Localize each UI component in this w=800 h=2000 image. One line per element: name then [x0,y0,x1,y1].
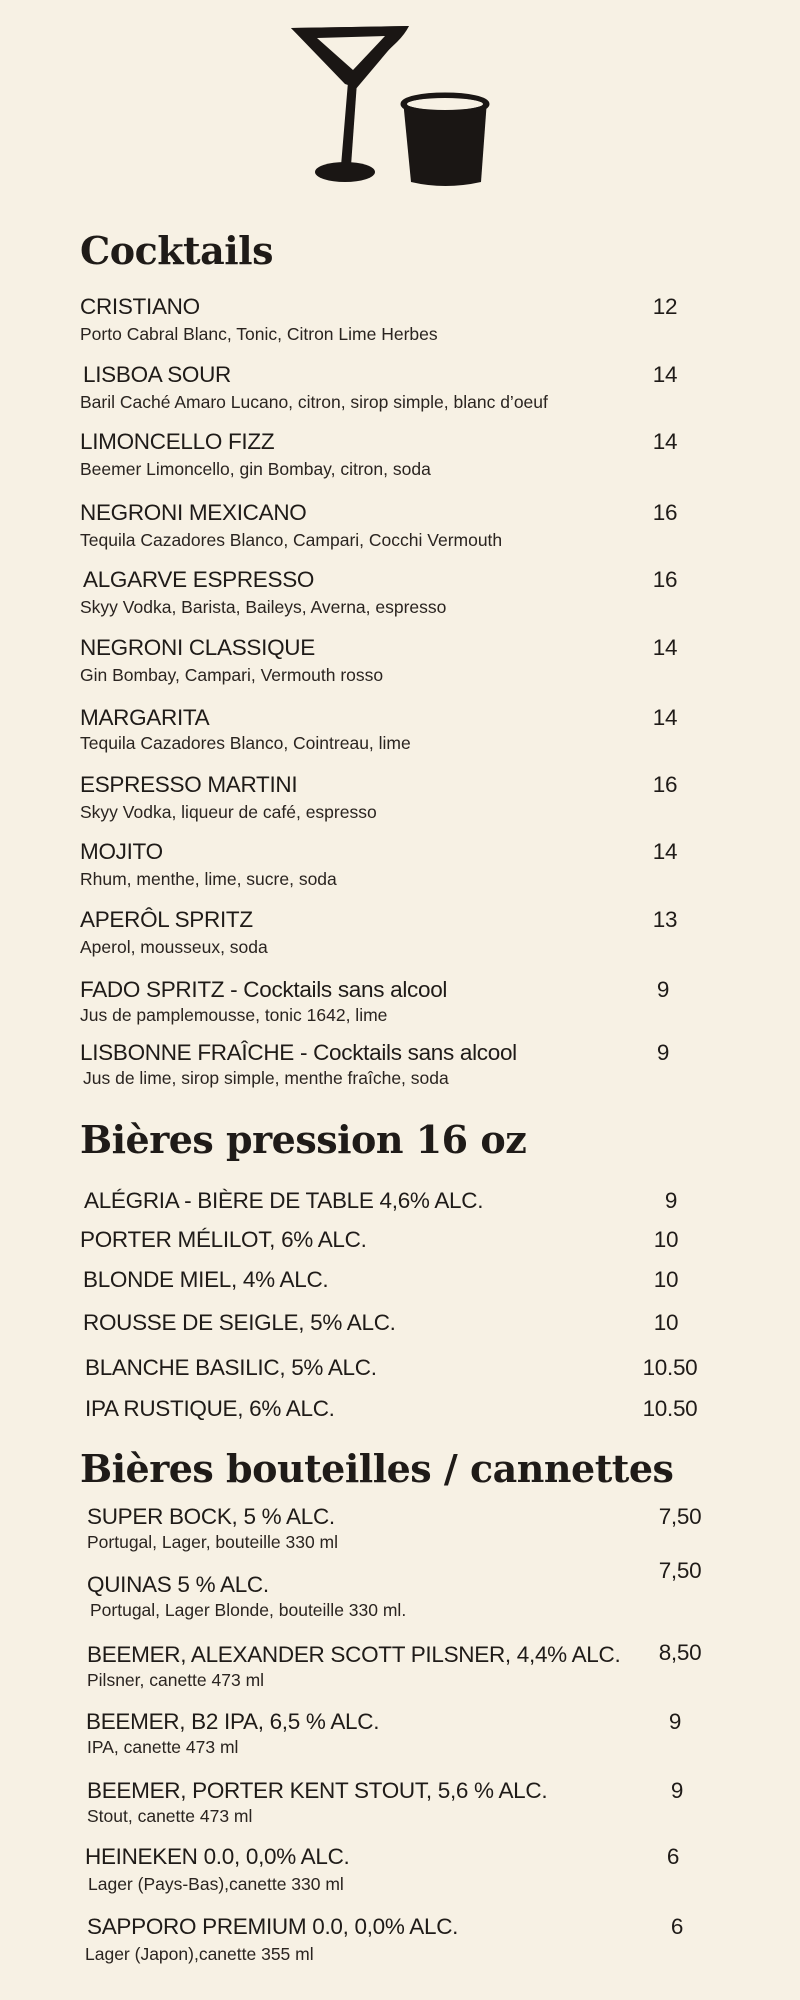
item-price: 9 [670,1778,684,1803]
item-price: 9 [668,1709,682,1734]
item-price: 10.50 [642,1396,698,1421]
item-description: Tequila Cazadores Blanco, Campari, Cocchi Vermouth [80,530,503,550]
item-name: QUINAS 5 % ALC. [87,1572,269,1597]
item-description: Pilsner, canette 473 ml [87,1670,265,1690]
item-name: SUPER BOCK, 5 % ALC. [87,1504,335,1529]
item-description: Skyy Vodka, liqueur de café, espresso [80,802,377,822]
item-name: BEEMER, PORTER KENT STOUT, 5,6 % ALC. [87,1778,548,1803]
item-price: 10.50 [642,1355,698,1380]
item-name: BEEMER, B2 IPA, 6,5 % ALC. [86,1709,380,1734]
item-name: ROUSSE DE SEIGLE, 5% ALC. [83,1310,396,1335]
item-description: Jus de lime, sirop simple, menthe fraîche, soda [83,1068,449,1088]
item-name: ALGARVE ESPRESSO [83,567,315,592]
item-name: LIMONCELLO FIZZ [80,429,275,454]
item-price: 9 [656,977,670,1002]
item-price: 9 [664,1188,678,1213]
cocktail-glasses-icon [285,20,500,195]
item-price: 9 [656,1040,670,1065]
item-description: Rhum, menthe, lime, sucre, soda [80,869,337,889]
item-price: 14 [652,429,678,454]
item-price: 16 [652,567,678,592]
item-name: LISBONNE FRAÎCHE - Cocktails sans alcool [80,1040,517,1065]
item-name: APERÔL SPRITZ [80,907,253,932]
item-name: SAPPORO PREMIUM 0.0, 0,0% ALC. [87,1914,459,1939]
item-name: HEINEKEN 0.0, 0,0% ALC. [85,1844,350,1869]
item-price: 10 [653,1227,679,1252]
item-name: ALÉGRIA - BIÈRE DE TABLE 4,6% ALC. [84,1188,484,1213]
item-description: Portugal, Lager, bouteille 330 ml [87,1532,338,1552]
item-price: 16 [652,500,678,525]
item-name: BLANCHE BASILIC, 5% ALC. [85,1355,377,1380]
item-name: ESPRESSO MARTINI [80,772,298,797]
item-description: Portugal, Lager Blonde, bouteille 330 ml. [90,1600,407,1620]
item-price: 14 [652,635,678,660]
item-description: Baril Caché Amaro Lucano, citron, sirop simple, blanc d’oeuf [80,392,548,412]
item-name: FADO SPRITZ - Cocktails sans alcool [80,977,448,1002]
section-title-bottled-beers: Bières bouteilles / cannettes [80,1446,674,1491]
item-price: 13 [652,907,678,932]
item-price: 6 [670,1914,684,1939]
item-name: PORTER MÉLILOT, 6% ALC. [80,1227,367,1252]
item-description: Lager (Pays-Bas),canette 330 ml [88,1874,344,1894]
section-title-cocktails: Cocktails [80,228,273,273]
item-description: Porto Cabral Blanc, Tonic, Citron Lime Herbes [80,324,438,344]
item-name: LISBOA SOUR [83,362,232,387]
item-price: 8,50 [658,1640,702,1665]
item-name: MARGARITA [80,705,210,730]
item-price: 14 [652,705,678,730]
item-description: Jus de pamplemousse, tonic 1642, lime [80,1005,388,1025]
item-price: 14 [652,362,678,387]
item-name: NEGRONI CLASSIQUE [80,635,315,660]
item-description: Skyy Vodka, Barista, Baileys, Averna, espresso [80,597,447,617]
item-description: Stout, canette 473 ml [87,1806,253,1826]
item-description: Tequila Cazadores Blanco, Cointreau, lime [80,733,411,753]
item-description: Beemer Limoncello, gin Bombay, citron, soda [80,459,431,479]
item-price: 14 [652,839,678,864]
item-name: MOJITO [80,839,163,864]
item-name: IPA RUSTIQUE, 6% ALC. [85,1396,335,1421]
item-description: Lager (Japon),canette 355 ml [85,1944,314,1964]
section-title-draft-beers: Bières pression 16 oz [80,1117,527,1162]
item-name: BLONDE MIEL, 4% ALC. [83,1267,329,1292]
item-description: IPA, canette 473 ml [87,1737,239,1757]
item-price: 16 [652,772,678,797]
item-price: 10 [653,1310,679,1335]
item-description: Gin Bombay, Campari, Vermouth rosso [80,665,384,685]
item-description: Aperol, mousseux, soda [80,937,268,957]
item-name: NEGRONI MEXICANO [80,500,307,525]
item-price: 12 [652,294,678,319]
item-name: CRISTIANO [80,294,200,319]
item-price: 10 [653,1267,679,1292]
item-name: BEEMER, ALEXANDER SCOTT PILSNER, 4,4% ALC. [87,1642,621,1667]
item-price: 6 [666,1844,680,1869]
item-price: 7,50 [658,1558,702,1583]
item-price: 7,50 [658,1504,702,1529]
